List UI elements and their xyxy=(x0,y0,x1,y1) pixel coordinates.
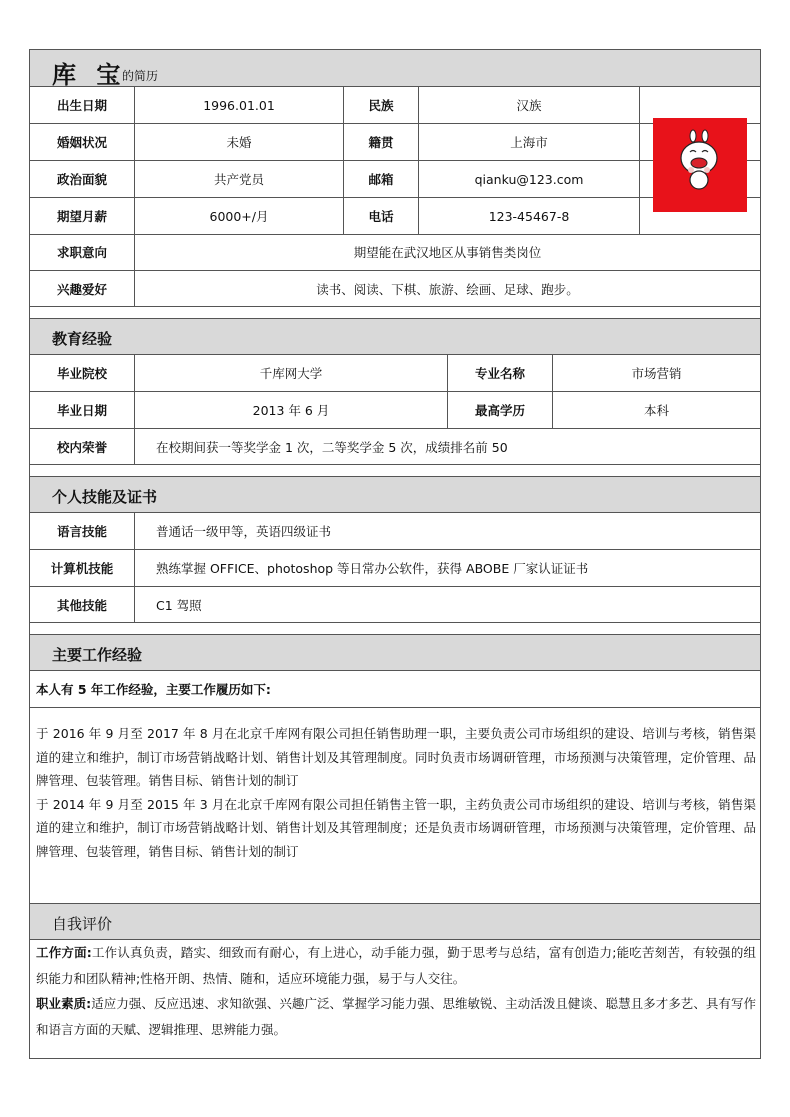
work-history xyxy=(36,722,756,863)
self-eval-body xyxy=(36,940,756,1042)
name-header xyxy=(30,50,760,87)
quality-text: 适应力强、反应迅速、求知欲强、兴趣广泛、掌握学习能力强、思维敏锐、主动活泼且健谈、聪慧且多才多艺、具有写作和语言方面的天赋、逻辑推理、思辨能力强。 xyxy=(36,996,756,1037)
degree-label: 最高学历 xyxy=(474,403,525,418)
work-aspect-label: 工作方面: xyxy=(36,945,92,960)
degree-value: 本科 xyxy=(643,403,669,418)
marital-label: 婚姻状况 xyxy=(56,135,107,150)
lang-value: 普通话一级甲等，英语四级证书 xyxy=(156,524,332,539)
other-label: 其他技能 xyxy=(56,597,107,613)
lang-label: 语言技能 xyxy=(56,524,107,539)
resume-name-suffix: 的简历 xyxy=(122,69,159,83)
job-entry-1: 于 2016 年 9 月至 2017 年 8 月在北京千库网有限公司担任销售助理一职，主要负责公司市场组织的建设、培训与考核，销售渠道的建立和维护，制订市场营销战略计划、销售计划及其管理制度。同时负责市场调研管理，市场预测与决策管理，定价管理、品牌管理、包装管理。销售目标、销售计划的制订 xyxy=(36,726,756,788)
major-value: 市场营销 xyxy=(631,366,682,381)
salary-label: 期望月薪 xyxy=(56,209,107,224)
computer-label: 计算机技能 xyxy=(50,561,114,576)
birth-value: 1996.01.01 xyxy=(203,97,275,113)
email-label: 邮箱 xyxy=(368,172,394,187)
native-label: 籍贯 xyxy=(368,135,394,150)
skills-header xyxy=(30,476,760,513)
salary-value: 6000+/月 xyxy=(209,209,269,224)
grad-label: 毕业日期 xyxy=(56,403,107,418)
ethnic-label: 民族 xyxy=(368,98,394,113)
honor-value: 在校期间获一等奖学金 1 次，二等奖学金 5 次，成绩排名前 50 xyxy=(156,439,508,455)
cartoon-bunny-icon xyxy=(653,118,747,212)
work-summary: 本人有 5 年工作经验，主要工作履历如下: xyxy=(36,682,271,697)
hobby-value: 读书、阅读、下棋、旅游、绘画、足球、跑步。 xyxy=(316,281,579,297)
quality-label: 职业素质: xyxy=(36,996,92,1011)
school-label: 毕业院校 xyxy=(56,366,107,381)
political-value: 共产党员 xyxy=(213,172,264,187)
other-value: C1 驾照 xyxy=(156,597,202,613)
native-value: 上海市 xyxy=(510,135,548,150)
education-title: 教育经验 xyxy=(52,330,113,348)
ethnic-value: 汉族 xyxy=(516,98,542,113)
professional-quality xyxy=(36,991,756,1042)
marital-value: 未婚 xyxy=(226,135,252,150)
computer-value: 熟练掌握 OFFICE、photoshop 等日常办公软件，获得 ABOBE 厂家认证证书 xyxy=(156,561,589,576)
email-value: qianku@123.com xyxy=(474,171,584,187)
intent-value: 期望能在武汉地区从事销售类岗位 xyxy=(353,245,542,260)
resume-page xyxy=(29,49,761,1059)
intent-label: 求职意向 xyxy=(56,245,107,260)
honor-label: 校内荣誉 xyxy=(56,439,107,455)
birth-label: 出生日期 xyxy=(56,98,107,113)
self-eval-title: 自我评价 xyxy=(52,915,113,933)
work-header xyxy=(30,634,760,671)
education-header xyxy=(30,318,760,355)
major-label: 专业名称 xyxy=(474,366,525,381)
phone-value: 123-45467-8 xyxy=(488,208,570,224)
work-title: 主要工作经验 xyxy=(52,646,143,664)
work-aspect xyxy=(36,940,756,991)
self-eval-header xyxy=(30,903,760,940)
skills-title: 个人技能及证书 xyxy=(52,488,158,506)
phone-label: 电话 xyxy=(368,209,394,224)
resume-name: 库 宝 xyxy=(52,61,127,89)
job-entry-2: 于 2014 年 9 月至 2015 年 3 月在北京千库网有限公司担任销售主管一职，主药负责公司市场组织的建设、培训与考核，销售渠道的建立和维护，制订市场营销战略计划、销售计划及其管理制度；还是负责市场调研管理，市场预测与决策管理，定价管理、品牌管理、包装管理，销售目标、销售计划的制订 xyxy=(36,796,756,859)
school-value: 千库网大学 xyxy=(259,366,323,381)
grad-value: 2013 年 6 月 xyxy=(252,403,330,418)
profile-photo xyxy=(653,118,747,212)
hobby-label: 兴趣爱好 xyxy=(56,281,107,297)
political-label: 政治面貌 xyxy=(56,172,107,187)
work-aspect-text: 工作认真负责，踏实、细致而有耐心，有上进心，动手能力强，勤于思考与总结，富有创造力;能吃苦刻苦，有较强的组织能力和团队精神;性格开朗、热情、随和，适应环境能力强，易于与人交往。 xyxy=(36,945,757,986)
